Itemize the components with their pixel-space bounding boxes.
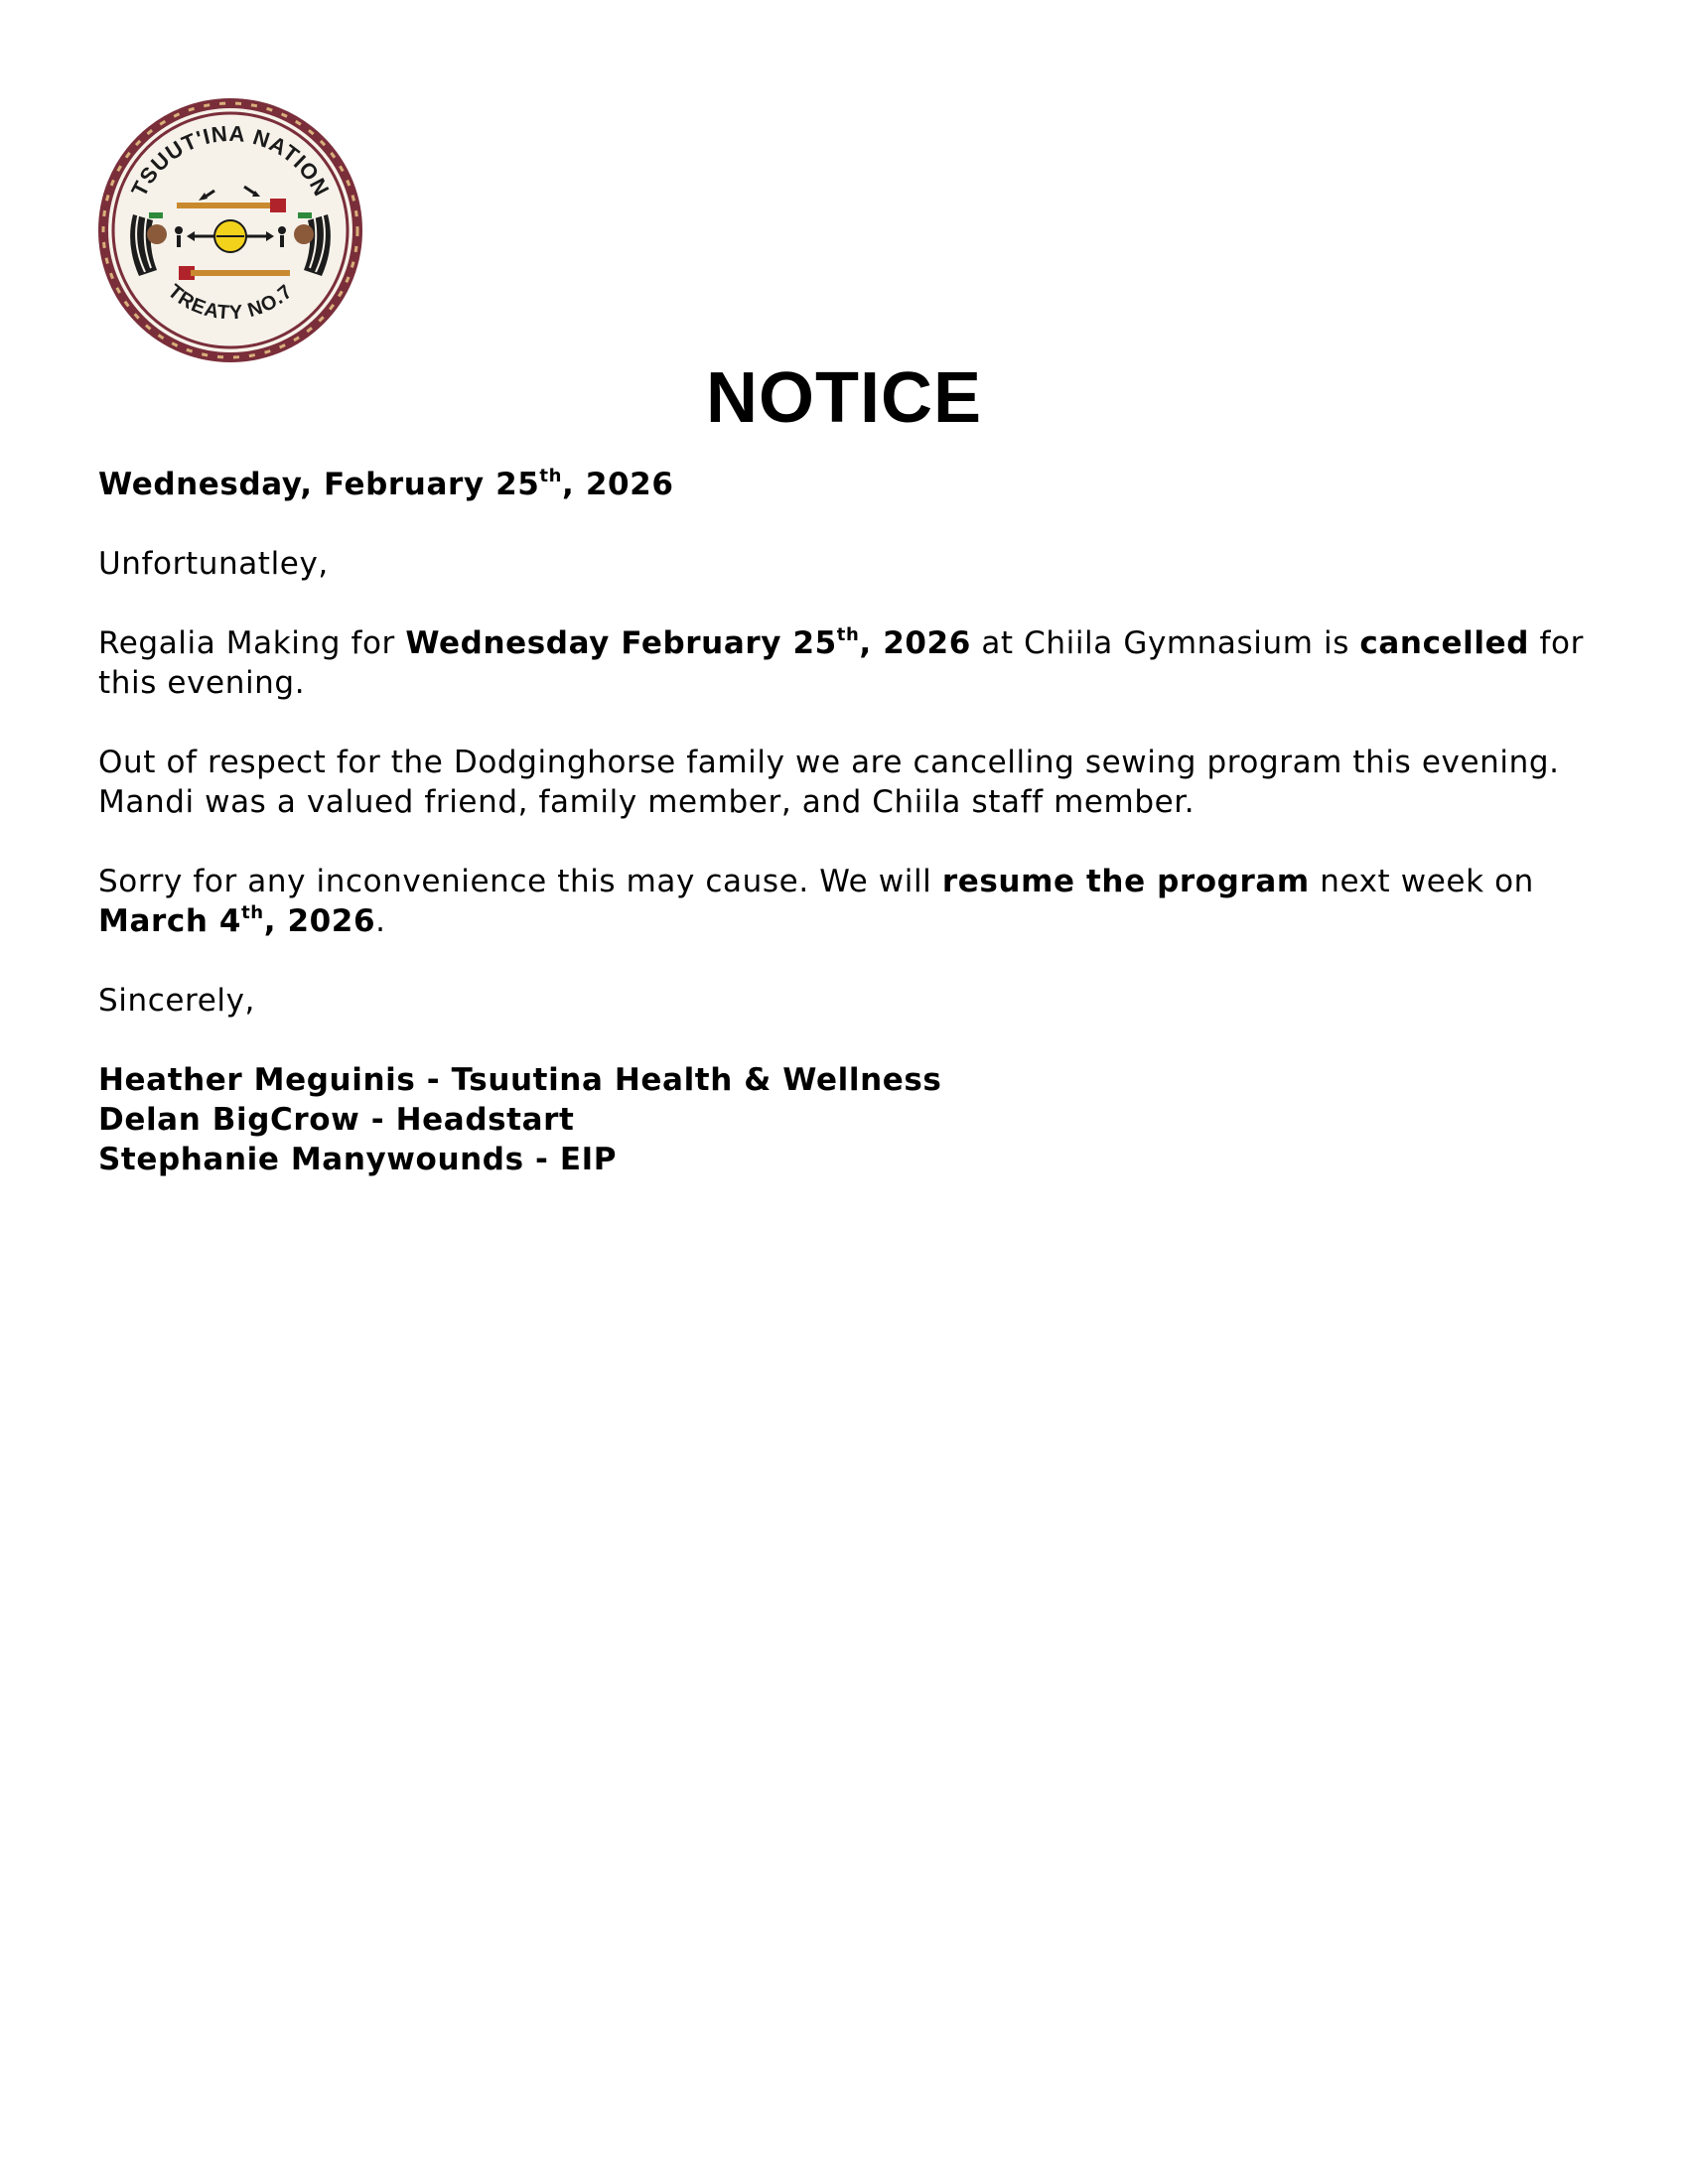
signatories: [98, 1060, 1608, 1179]
tsuutina-nation-seal: [95, 95, 365, 365]
signatory-1: Heather Meguinis - Tsuutina Health & Wellness: [98, 1062, 942, 1098]
paragraph-respect: Out of respect for the Dodginghorse family we are cancelling sewing program this evening. Mandi was a valued friend, family member, and Chiila staff member.: [98, 745, 1560, 820]
signatory-2: Delan BigCrow - Headstart: [98, 1102, 575, 1138]
paragraph-cancellation: Regalia Making for Wednesday February 25th, 2026 at Chiila Gymnasium is cancelled for this evening.: [98, 623, 1584, 701]
seal-top-text: TSUUT'INA NATION: [126, 120, 335, 202]
greeting: Unfortunatley,: [98, 546, 329, 582]
resume-date: March 4th, 2026: [98, 901, 376, 939]
page-title: NOTICE: [705, 358, 982, 438]
notice-body: [98, 465, 1608, 1179]
cancelled-word: cancelled: [1359, 625, 1530, 661]
signatory-3: Stephanie Manywounds - EIP: [98, 1142, 618, 1177]
resume-phrase: resume the program: [941, 864, 1310, 899]
cancelled-date: Wednesday February 25th, 2026: [405, 623, 971, 661]
notice-date: Wednesday, February 25th, 2026: [98, 465, 674, 502]
seal-bottom-text: TREATY NO.7: [163, 280, 298, 325]
paragraph-resume: Sorry for any inconvenience this may cause. We will resume the program next week on March 4th, 2026.: [98, 864, 1534, 939]
closing: Sincerely,: [98, 983, 256, 1019]
